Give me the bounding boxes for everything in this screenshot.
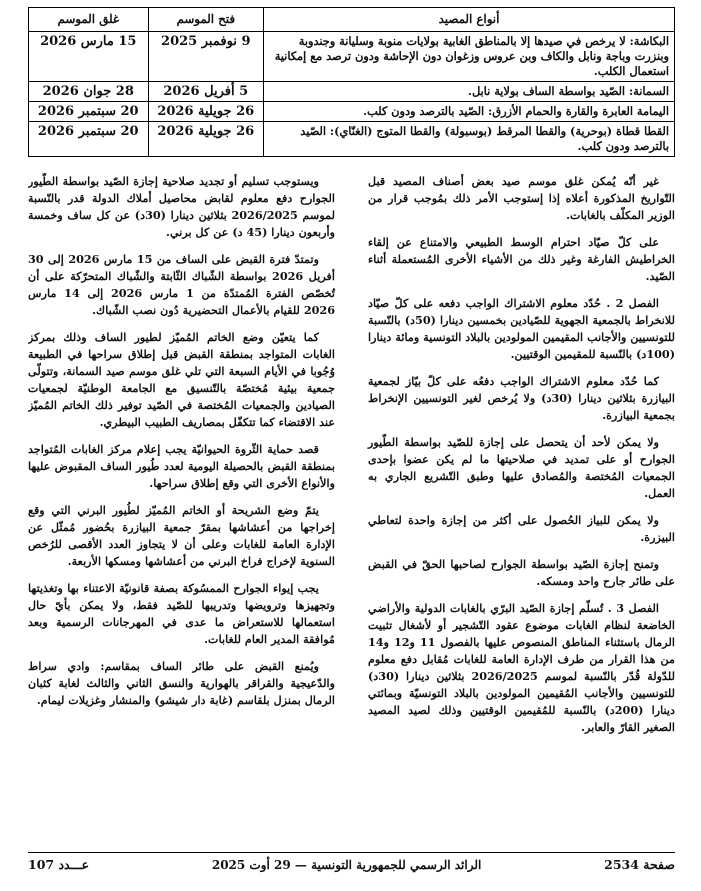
page-number: صفحة 2534 [604, 857, 675, 872]
header-open: فتح الموسم [148, 8, 263, 32]
right-column [368, 173, 675, 831]
paragraph: قصد حماية الثّروة الحيوانيّة يجب إعلام مركز الغابات المُتواجد بمنطقة القبض بالحصيلة اليومية لعدد طُيور الساف المقبوض عليها والأنواع الأخرى التي وقع إطلاق سراحها. [28, 442, 335, 490]
species-cell: اليمامة العابرة والقارة والحمام الأزرق: الصّيد بالترصد ودون كلب. [264, 102, 675, 122]
paragraph: كما حُدّد معلوم الاشتراك الواجب دفعُه على كلّ بيّاز لجمعية البيازرة بثلاثين دينارا (30د) ولا يُرخص لغير التونسيين الإنخراط بجمعية البيازرة. [368, 374, 675, 422]
species-cell: القطا قطاة (بوحرية) والقطا المرقط (بوسبولة) والقطا المتوج (الغنّاي): الصّيد بالترصد ودون كلب. [264, 122, 675, 157]
page-footer [28, 852, 675, 872]
table-header-row [29, 8, 675, 32]
paragraph: الفصل 2 . حُدّد معلوم الاشتراك الواجب دفعه على كلّ صيّاد للانخراط بالجمعية الجهوية للصّيادين بخمسين دينارا (50د) بالنّسبة للتونسيين والأجانب المقيمين المولودين بالبلاد التونسية ومائة دينارا (100د) بالنّسبة للمقيمين الوقتيين. [368, 296, 675, 361]
table-row [29, 32, 675, 82]
paragraph: ولا يمكن لأحد أن يتحصل على إجازة للصّيد بواسطة الطّيور الجوارح أو على تمديد في صلاحيتها ما لم يكن عضوا بإحدى الجمعيات المُختصة والمُصادق عليها وطبق التّشريع الجاري به العمل. [368, 435, 675, 500]
body-columns [28, 173, 675, 831]
paragraph: الفصل 3 . تُسلّم إجازة الصّيد البرّي بالغابات الدولية والأراضي الخاضعة لنظام الغابات موضوع عقود التّشجير أو لأشغال تثبيت الرمال باستثناء المناطق المنصوص عليها بالفصول 11 و12 و14 من هذا القرار من طرف الإدارة العامة للغابات مُقابل دفع معلوم للدّولة قُدّر بالنّسبة لموسم 2026/2025 بثلاثين دينارا (30د) للتونسيين والأجانب المُقيمين المولودين بالبلاد التونسيّة وبمائتي دينارا (200د) بالنّسبة للمُقيمين الوقتيين وذلك لصيد المصيد الصغير القارّ والعابر. [368, 601, 675, 734]
header-species: أنواع المصيد [264, 8, 675, 32]
open-date-cell: 26 جويلية 2026 [148, 102, 263, 122]
paragraph: على كلّ صيّاد احترام الوسط الطبيعي والامتناع عن إلقاء الخراطيش الفارغة وغير ذلك من الأشياء الأخرى المُستعملة أثناء الصّيد. [368, 235, 675, 283]
open-date-cell: 9 نوفمبر 2025 [148, 32, 263, 82]
close-date-cell: 15 مارس 2026 [29, 32, 149, 82]
header-close: غلق الموسم [29, 8, 149, 32]
close-date-cell: 28 جوان 2026 [29, 82, 149, 102]
close-date-cell: 20 سبتمبر 2026 [29, 102, 149, 122]
paragraph: يجب إيواء الجوارح الممسُوكة بصفة قانونيّة الاعتناء بها وتغذيتها وتجهيزها وترويضها وتدريبها للصّيد فقط، ولا يمكن بأيّ حال استعمالها للاستعراض ما عدى في المهرجانات الرسمية وبعد مُوافقة المدير العام للغابات. [28, 581, 335, 646]
paragraph: ولا يمكن للبياز الحُصول على أكثر من إجازة واحدة لتعاطي البيزرة. [368, 513, 675, 544]
hunting-season-table [28, 7, 675, 157]
paragraph: يتمّ وضع الشريحة أو الخاتم المُميّز لطُيور البرني التي وقع إخراجها من أعشاشها بمقرّ جمعية البيازرة بحُضور مُمثّل عن الإدارة العامة للغابات وعلى أن لا يتجاوز العدد الأقصى للرُخص السنوية لإخراج فراخ البرني من أعشاشها ومسكها الأربعة. [28, 503, 335, 568]
species-cell: البكاشة: لا يرخص في صيدها إلا بالمناطق الغابية بولايات منوبة وسليانة وجندوبة وبنزرت وباجة ونابل والكاف وبن عروس وزغوان دون الإحاشة ودون ترصد مع إمكانية استعمال الكلب. [264, 32, 675, 82]
species-cell: السمانة: الصّيد بواسطة الساف بولاية نابل. [264, 82, 675, 102]
close-date-cell: 20 سبتمبر 2026 [29, 122, 149, 157]
paragraph: وتمتدّ فترة القبض على الساف من 15 مارس 2026 إلى 30 أفريل 2026 بواسطة الشّباك الثّابتة والشّباك المتحرّكة على أن تُخصّص الفترة المُمتدّة من 1 مارس 2026 إلى 14 مارس 2026 للقيام بالأعمال التحضيرية دُون نصب الشّباك. [28, 252, 335, 317]
paragraph: كما يتعيّن وضع الخاتم المُميّز لطيور الساف وذلك بمركز الغابات المتواجد بمنطقة القبض قبل إطلاق سراحها في الطبيعة وُجُوبا في الأيام السبعة التي تلي غلق موسم صيد السمانة، وتتولّى جمعية بيئية مُختصّة بالتّنسيق مع الجامعة الوطنيّة لجمعيات الصيادين والجمعيات المُختصة في الصّيد توفير ذلك الخاتم المُميّز عند الاقتضاء كما تتكفّل بمصاريف الطبيب البيطري. [28, 330, 335, 429]
issue-number: عـــدد 107 [28, 857, 90, 872]
table-row [29, 122, 675, 157]
paragraph: ويستوجب تسليم أو تجديد صلاحية إجازة الصّيد بواسطة الطّيور الجوارح دفع معلوم لقابض محاصيل أملاك الدولة قدر بالنّسبة لموسم 2026/2025 بثلاثين دينارا (30د) عن كل ساف وخمسة وأربعون دينارا (45 د) عن كل برني. [28, 174, 335, 239]
table-row [29, 102, 675, 122]
open-date-cell: 26 جويلية 2026 [148, 122, 263, 157]
journal-title: الرائد الرسمي للجمهورية التونسية — 29 أوت 2025 [211, 857, 482, 872]
paragraph: غير أنّه يُمكن غلق موسم صيد بعض أصناف المصيد قبل التّواريخ المذكورة أعلاه إذا إستوجب الأمر ذلك بمُوجب قرار من الوزير المكلّف بالغابات. [368, 174, 675, 222]
open-date-cell: 5 أفريل 2026 [148, 82, 263, 102]
paragraph: ويُمنع القبض على طائر الساف بمقاسم: وادي سراط والدّعيجية والقراقر بالهوارية والنسق الثاني والثالث لغابة كثبان الرمال بمنزل بلقاسم (غابة دار شيشو) والمنشار وغزيلات ليمام. [28, 659, 335, 707]
paragraph: وتمنح إجازة الصّيد بواسطة الجوارح لصاحبها الحقّ في القبض على طائر جارح واحد ومسكه. [368, 557, 675, 588]
table-row [29, 82, 675, 102]
left-column [28, 173, 335, 831]
